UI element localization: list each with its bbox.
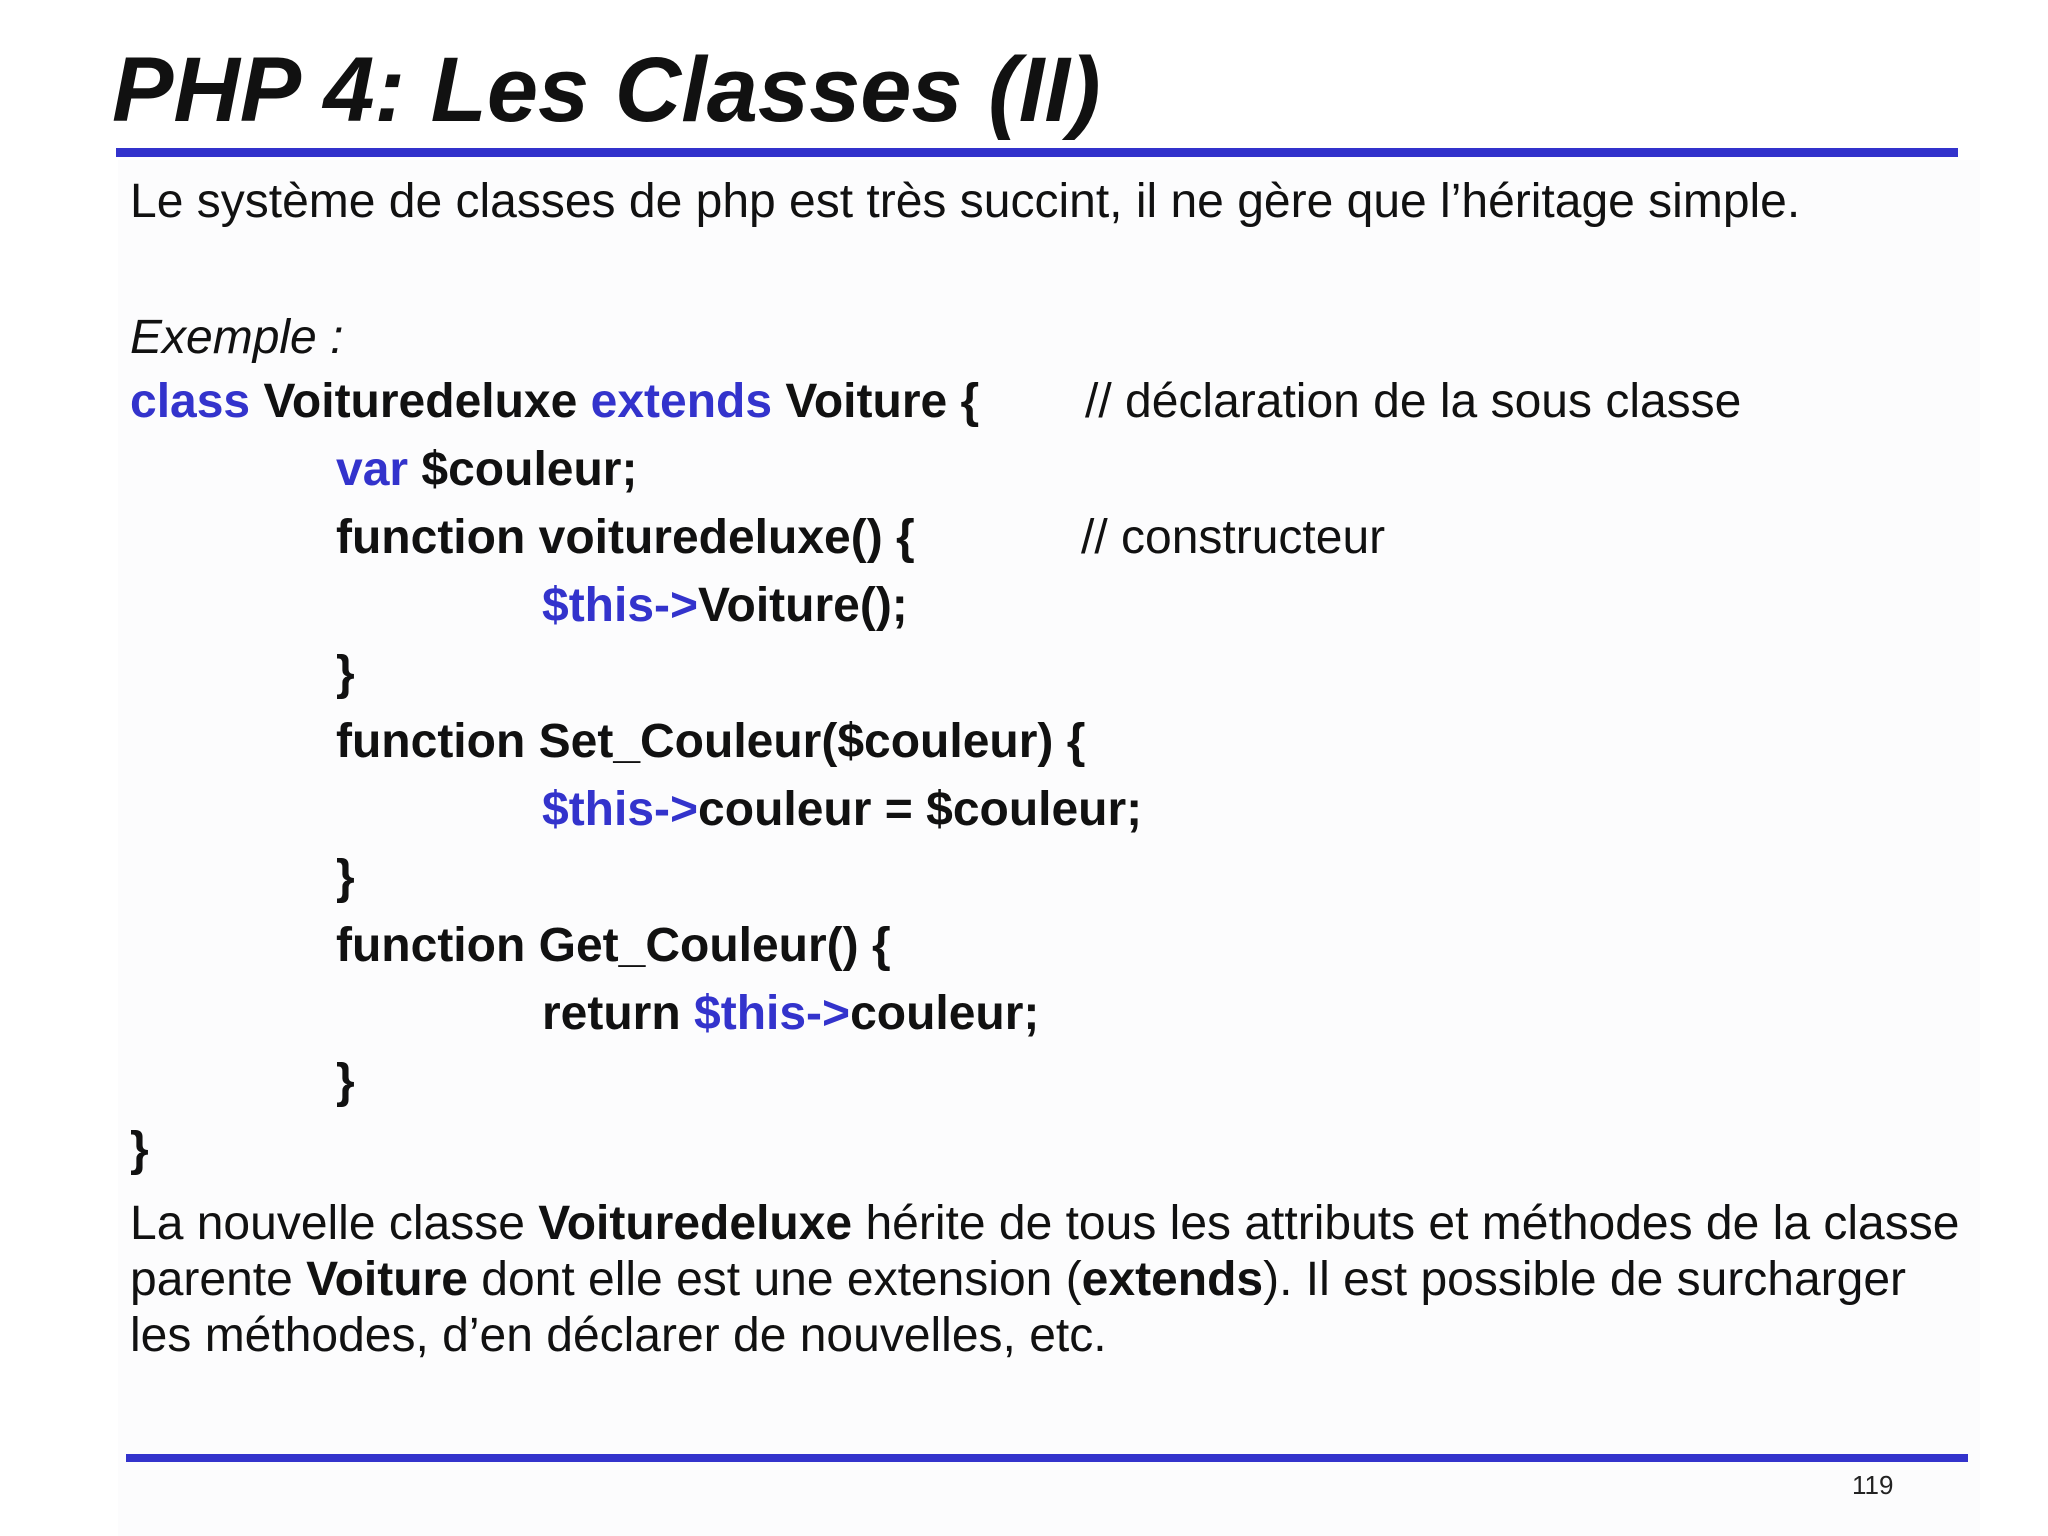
return-expr: couleur; [850,987,1040,1040]
keyword-return: return [542,987,695,1040]
keyword-this: $this-> [542,579,699,632]
code-comment-constructor: // constructeur [1081,511,1386,564]
code-line-get-couleur: function Get_Couleur() { [336,919,891,972]
slide-title: PHP 4: Les Classes (II) [112,39,1101,141]
keyword-var: var [336,443,409,496]
code-line-constructor [336,510,1386,565]
code-line-set-couleur: function Set_Couleur($couleur) { [336,715,1086,768]
code-line-class-close: } [130,1123,149,1176]
constructor-signature: function voituredeluxe() { [336,511,915,564]
parent-class: Voiture { [772,375,980,428]
keyword-class: class [130,375,251,428]
page-number: 119 [1852,1470,1894,1500]
keyword-this: $this-> [542,783,699,836]
parent-call: Voiture(); [698,579,908,632]
outro-text: hérite de tous les attributs et méthodes de la classe parente [130,1197,1960,1306]
code-line-var [336,442,637,497]
class-name: Voituredeluxe [250,375,591,428]
keyword-this: $this-> [694,987,851,1040]
outro-text: La nouvelle classe [130,1197,539,1250]
outro-text: dont elle est une extension ( [467,1253,1082,1306]
var-name: $couleur; [408,443,638,496]
keyword-extends: extends [590,375,773,428]
assign-expr: couleur = $couleur; [698,783,1143,836]
code-line-close-brace: } [336,851,355,904]
footer-rule [126,1454,1968,1462]
intro-text: Le système de classes de php est très succint, il ne gère que l’héritage simple. [130,175,1801,228]
code-line-close-brace: } [336,647,355,700]
code-comment-declaration: // déclaration de la sous classe [1085,375,1742,428]
code-line-class-declaration [130,374,1742,429]
outro-bold-class: Voituredeluxe [538,1197,853,1250]
code-line-return [542,986,1039,1041]
outro-paragraph [130,1196,1970,1364]
outro-bold-extends: extends [1081,1253,1264,1306]
outro-bold-parent: Voiture [306,1253,468,1306]
code-line-parent-call [542,578,908,633]
code-line-close-brace: } [336,1055,355,1108]
example-label: Exemple : [130,311,344,364]
code-line-assign [542,782,1142,837]
outro-text: ). Il est possible de surcharger les méthodes, d’en déclarer de nouvelles, etc. [130,1253,1907,1362]
title-underline [116,148,1958,157]
